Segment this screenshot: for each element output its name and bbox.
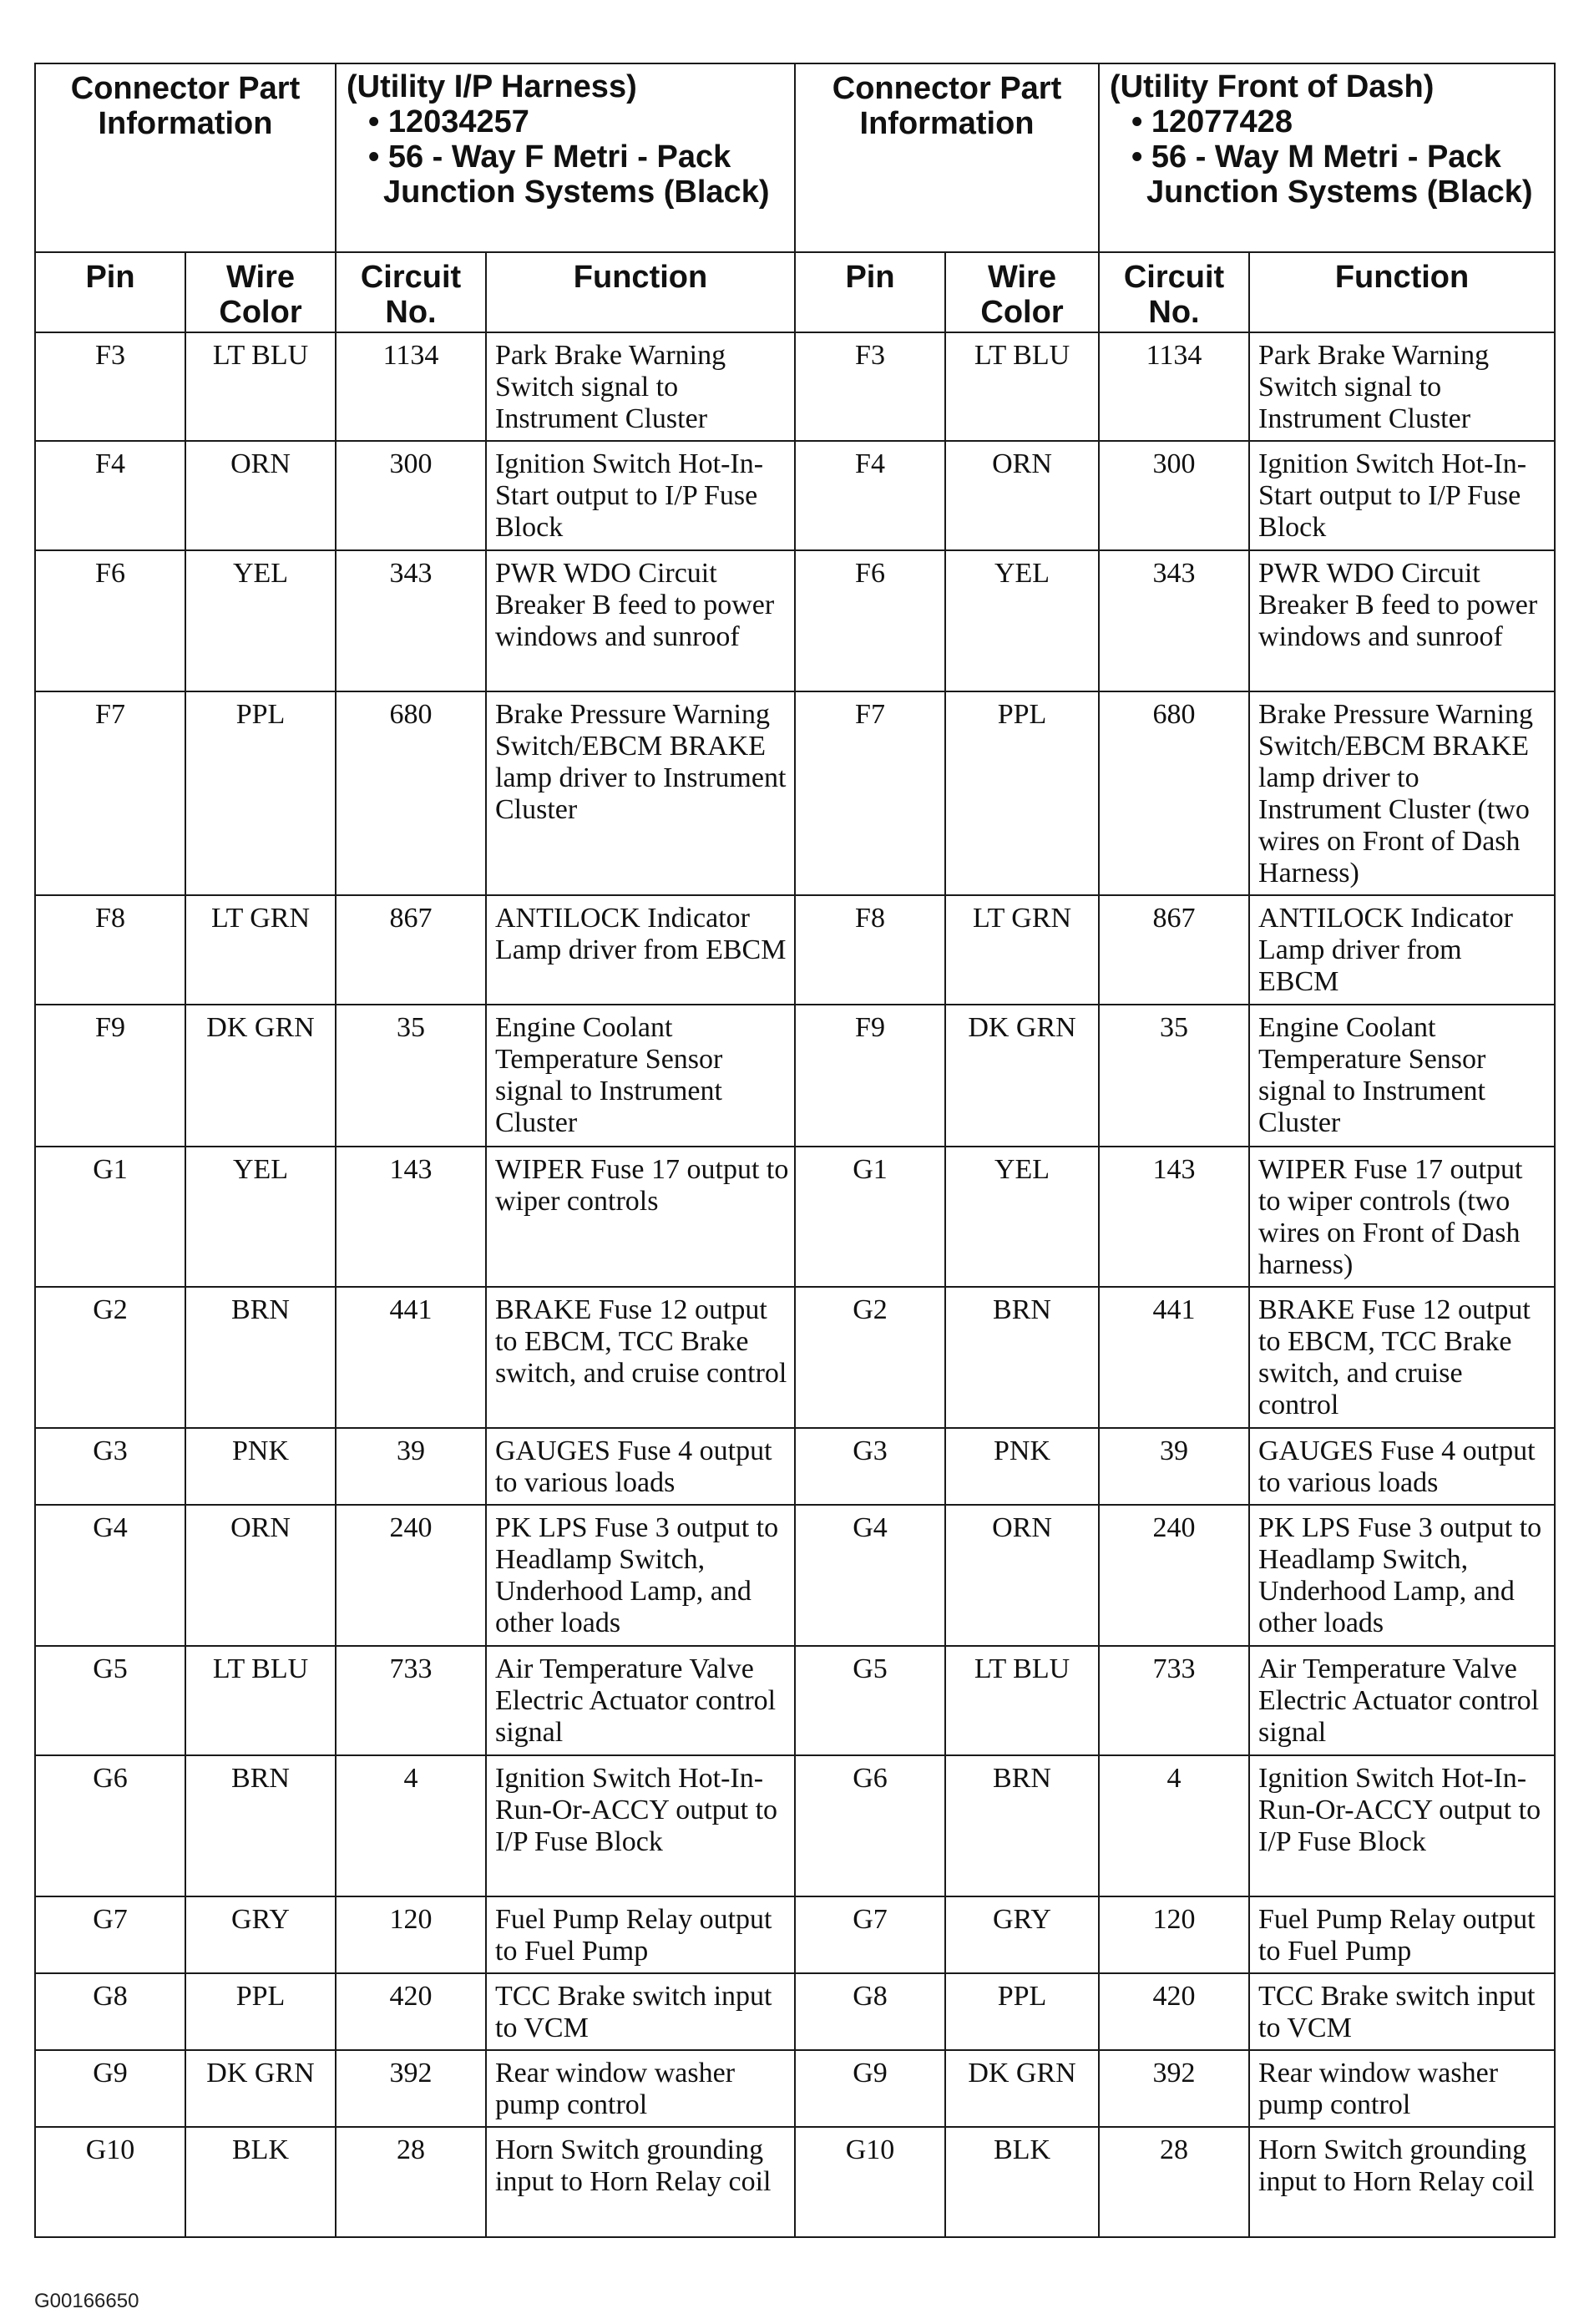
wire-color-cell: BLK <box>185 2127 336 2237</box>
pin-cell: G4 <box>35 1505 185 1646</box>
right-connector-details <box>1099 63 1555 252</box>
function-cell: Fuel Pump Relay output to Fuel Pump <box>486 1896 795 1973</box>
table-row <box>35 1287 1555 1428</box>
circuit-cell: 300 <box>336 441 486 550</box>
circuit-cell: 733 <box>336 1646 486 1755</box>
right-connector-part-number: • 12077428 <box>1131 104 1293 139</box>
function-cell: Air Temperature Valve Electric Actuator control signal <box>486 1646 795 1755</box>
table-row <box>35 2127 1555 2237</box>
wire-color-cell: BRN <box>185 1287 336 1428</box>
function-cell: PWR WDO Circuit Breaker B feed to power windows and sunroof <box>486 550 795 691</box>
function-cell: GAUGES Fuse 4 output to various loads <box>1249 1428 1555 1505</box>
table-row <box>35 332 1555 441</box>
wire-color-cell: PPL <box>945 691 1099 895</box>
table-row <box>35 1755 1555 1896</box>
wire-color-cell: GRY <box>945 1896 1099 1973</box>
wire-color-cell: ORN <box>945 1505 1099 1646</box>
function-cell: Ignition Switch Hot-In-Run-Or-ACCY output to I/P Fuse Block <box>1249 1755 1555 1896</box>
circuit-cell: 240 <box>1099 1505 1249 1646</box>
function-cell: PK LPS Fuse 3 output to Headlamp Switch, Underhood Lamp, and other loads <box>486 1505 795 1646</box>
wire-color-cell: BRN <box>185 1755 336 1896</box>
function-cell: ANTILOCK Indicator Lamp driver from EBCM <box>1249 895 1555 1005</box>
table-row <box>35 1505 1555 1646</box>
column-header-wire-color: Wire Color <box>945 252 1099 332</box>
wire-color-cell: YEL <box>945 550 1099 691</box>
pin-cell: G9 <box>795 2050 945 2127</box>
right-connector-description: • 56 - Way M Metri - Pack Junction Systems (Black) <box>1131 139 1533 210</box>
function-cell: WIPER Fuse 17 output to wiper controls (two wires on Front of Dash harness) <box>1249 1147 1555 1287</box>
circuit-cell: 392 <box>1099 2050 1249 2127</box>
circuit-cell: 441 <box>336 1287 486 1428</box>
circuit-cell: 143 <box>336 1147 486 1287</box>
function-cell: TCC Brake switch input to VCM <box>1249 1973 1555 2050</box>
wire-color-cell: ORN <box>185 441 336 550</box>
wire-color-cell: PPL <box>185 691 336 895</box>
circuit-cell: 1134 <box>336 332 486 441</box>
circuit-cell: 867 <box>336 895 486 1005</box>
wire-color-cell: LT GRN <box>185 895 336 1005</box>
wire-color-cell: LT BLU <box>185 1646 336 1755</box>
wire-color-cell: LT BLU <box>945 1646 1099 1755</box>
column-header-circuit-no: Circuit No. <box>336 252 486 332</box>
column-header-circuit-no: Circuit No. <box>1099 252 1249 332</box>
circuit-cell: 240 <box>336 1505 486 1646</box>
circuit-cell: 28 <box>336 2127 486 2237</box>
circuit-cell: 420 <box>336 1973 486 2050</box>
pin-cell: G3 <box>795 1428 945 1505</box>
circuit-cell: 1134 <box>1099 332 1249 441</box>
pin-cell: G2 <box>35 1287 185 1428</box>
table-row <box>35 895 1555 1005</box>
function-cell: Brake Pressure Warning Switch/EBCM BRAKE lamp driver to Instrument Cluster (two wires on Front of Dash Harness) <box>1249 691 1555 895</box>
column-header-function: Function <box>1249 252 1555 332</box>
function-cell: Ignition Switch Hot-In-Start output to I/P Fuse Block <box>1249 441 1555 550</box>
function-cell: WIPER Fuse 17 output to wiper controls <box>486 1147 795 1287</box>
column-header-row <box>35 252 1555 332</box>
table-row <box>35 1005 1555 1147</box>
wire-color-cell: YEL <box>945 1147 1099 1287</box>
function-cell: Park Brake Warning Switch signal to Instrument Cluster <box>1249 332 1555 441</box>
wire-color-cell: BRN <box>945 1287 1099 1428</box>
table-row <box>35 1646 1555 1755</box>
wire-color-cell: PPL <box>185 1973 336 2050</box>
function-cell: Ignition Switch Hot-In-Start output to I/P Fuse Block <box>486 441 795 550</box>
circuit-cell: 680 <box>1099 691 1249 895</box>
function-cell: Ignition Switch Hot-In-Run-Or-ACCY output to I/P Fuse Block <box>486 1755 795 1896</box>
pin-cell: F8 <box>795 895 945 1005</box>
circuit-cell: 4 <box>336 1755 486 1896</box>
pin-cell: G1 <box>795 1147 945 1287</box>
function-cell: Park Brake Warning Switch signal to Instrument Cluster <box>486 332 795 441</box>
left-connector-details <box>336 63 795 252</box>
circuit-cell: 420 <box>1099 1973 1249 2050</box>
circuit-cell: 300 <box>1099 441 1249 550</box>
circuit-cell: 343 <box>1099 550 1249 691</box>
table-row <box>35 691 1555 895</box>
table-row <box>35 1973 1555 2050</box>
circuit-cell: 39 <box>1099 1428 1249 1505</box>
pin-cell: G6 <box>795 1755 945 1896</box>
pin-cell: F4 <box>35 441 185 550</box>
function-cell: Fuel Pump Relay output to Fuel Pump <box>1249 1896 1555 1973</box>
wire-color-cell: DK GRN <box>185 2050 336 2127</box>
function-cell: BRAKE Fuse 12 output to EBCM, TCC Brake switch, and cruise control <box>486 1287 795 1428</box>
circuit-cell: 867 <box>1099 895 1249 1005</box>
pin-cell: F8 <box>35 895 185 1005</box>
pin-cell: G8 <box>35 1973 185 2050</box>
left-connector-title: (Utility I/P Harness) <box>347 69 637 104</box>
table-row <box>35 1147 1555 1287</box>
function-cell: Horn Switch grounding input to Horn Relay coil <box>486 2127 795 2237</box>
wire-color-cell: LT BLU <box>945 332 1099 441</box>
circuit-cell: 35 <box>336 1005 486 1147</box>
column-header-pin: Pin <box>795 252 945 332</box>
pin-cell: F7 <box>35 691 185 895</box>
function-cell: PWR WDO Circuit Breaker B feed to power windows and sunroof <box>1249 550 1555 691</box>
pin-cell: F9 <box>35 1005 185 1147</box>
function-cell: TCC Brake switch input to VCM <box>486 1973 795 2050</box>
wire-color-cell: PNK <box>945 1428 1099 1505</box>
pin-cell: G2 <box>795 1287 945 1428</box>
circuit-cell: 120 <box>336 1896 486 1973</box>
table-row <box>35 1896 1555 1973</box>
wire-color-cell: PPL <box>945 1973 1099 2050</box>
pin-cell: G10 <box>795 2127 945 2237</box>
function-cell: PK LPS Fuse 3 output to Headlamp Switch, Underhood Lamp, and other loads <box>1249 1505 1555 1646</box>
circuit-cell: 343 <box>336 550 486 691</box>
function-cell: BRAKE Fuse 12 output to EBCM, TCC Brake switch, and cruise control <box>1249 1287 1555 1428</box>
pin-cell: G10 <box>35 2127 185 2237</box>
wire-color-cell: BRN <box>945 1755 1099 1896</box>
pin-cell: G5 <box>795 1646 945 1755</box>
circuit-cell: 4 <box>1099 1755 1249 1896</box>
circuit-cell: 28 <box>1099 2127 1249 2237</box>
table-row <box>35 550 1555 691</box>
wire-color-cell: ORN <box>945 441 1099 550</box>
pin-cell: F6 <box>795 550 945 691</box>
function-cell: Rear window washer pump control <box>1249 2050 1555 2127</box>
pin-cell: F4 <box>795 441 945 550</box>
circuit-cell: 143 <box>1099 1147 1249 1287</box>
wire-color-cell: BLK <box>945 2127 1099 2237</box>
pin-cell: G8 <box>795 1973 945 2050</box>
left-connector-part-number: • 12034257 <box>368 104 529 139</box>
wire-color-cell: LT BLU <box>185 332 336 441</box>
wire-color-cell: YEL <box>185 1147 336 1287</box>
circuit-cell: 441 <box>1099 1287 1249 1428</box>
table-row <box>35 2050 1555 2127</box>
function-cell: Brake Pressure Warning Switch/EBCM BRAKE lamp driver to Instrument Cluster <box>486 691 795 895</box>
wire-color-cell: ORN <box>185 1505 336 1646</box>
left-connector-info-label: Connector Part Information <box>35 63 336 252</box>
function-cell: Engine Coolant Temperature Sensor signal to Instrument Cluster <box>1249 1005 1555 1147</box>
wire-color-cell: DK GRN <box>945 2050 1099 2127</box>
pin-cell: F9 <box>795 1005 945 1147</box>
column-header-function: Function <box>486 252 795 332</box>
wire-color-cell: DK GRN <box>945 1005 1099 1147</box>
pin-cell: G1 <box>35 1147 185 1287</box>
pin-cell: F7 <box>795 691 945 895</box>
circuit-cell: 35 <box>1099 1005 1249 1147</box>
function-cell: Engine Coolant Temperature Sensor signal to Instrument Cluster <box>486 1005 795 1147</box>
circuit-cell: 39 <box>336 1428 486 1505</box>
wire-color-cell: GRY <box>185 1896 336 1973</box>
circuit-cell: 733 <box>1099 1646 1249 1755</box>
wire-color-cell: LT GRN <box>945 895 1099 1005</box>
right-connector-title: (Utility Front of Dash) <box>1110 69 1435 104</box>
wire-color-cell: DK GRN <box>185 1005 336 1147</box>
pin-cell: G7 <box>795 1896 945 1973</box>
wire-color-cell: YEL <box>185 550 336 691</box>
function-cell: Horn Switch grounding input to Horn Relay coil <box>1249 2127 1555 2237</box>
pin-cell: G5 <box>35 1646 185 1755</box>
function-cell: GAUGES Fuse 4 output to various loads <box>486 1428 795 1505</box>
pin-cell: G4 <box>795 1505 945 1646</box>
figure-code: G00166650 <box>34 2290 139 2312</box>
connector-header-row <box>35 63 1555 252</box>
pin-cell: G7 <box>35 1896 185 1973</box>
pin-cell: G3 <box>35 1428 185 1505</box>
function-cell: Rear window washer pump control <box>486 2050 795 2127</box>
pin-cell: F6 <box>35 550 185 691</box>
table-row <box>35 1428 1555 1505</box>
right-connector-info-label: Connector Part Information <box>795 63 1099 252</box>
pin-cell: G6 <box>35 1755 185 1896</box>
table-row <box>35 441 1555 550</box>
column-header-wire-color: Wire Color <box>185 252 336 332</box>
wire-color-cell: PNK <box>185 1428 336 1505</box>
column-header-pin: Pin <box>35 252 185 332</box>
circuit-cell: 392 <box>336 2050 486 2127</box>
function-cell: ANTILOCK Indicator Lamp driver from EBCM <box>486 895 795 1005</box>
circuit-cell: 120 <box>1099 1896 1249 1973</box>
connector-table <box>34 63 1556 2238</box>
pin-cell: G9 <box>35 2050 185 2127</box>
pin-cell: F3 <box>35 332 185 441</box>
pin-cell: F3 <box>795 332 945 441</box>
function-cell: Air Temperature Valve Electric Actuator control signal <box>1249 1646 1555 1755</box>
left-connector-description: • 56 - Way F Metri - Pack Junction Systems (Black) <box>368 139 770 210</box>
circuit-cell: 680 <box>336 691 486 895</box>
